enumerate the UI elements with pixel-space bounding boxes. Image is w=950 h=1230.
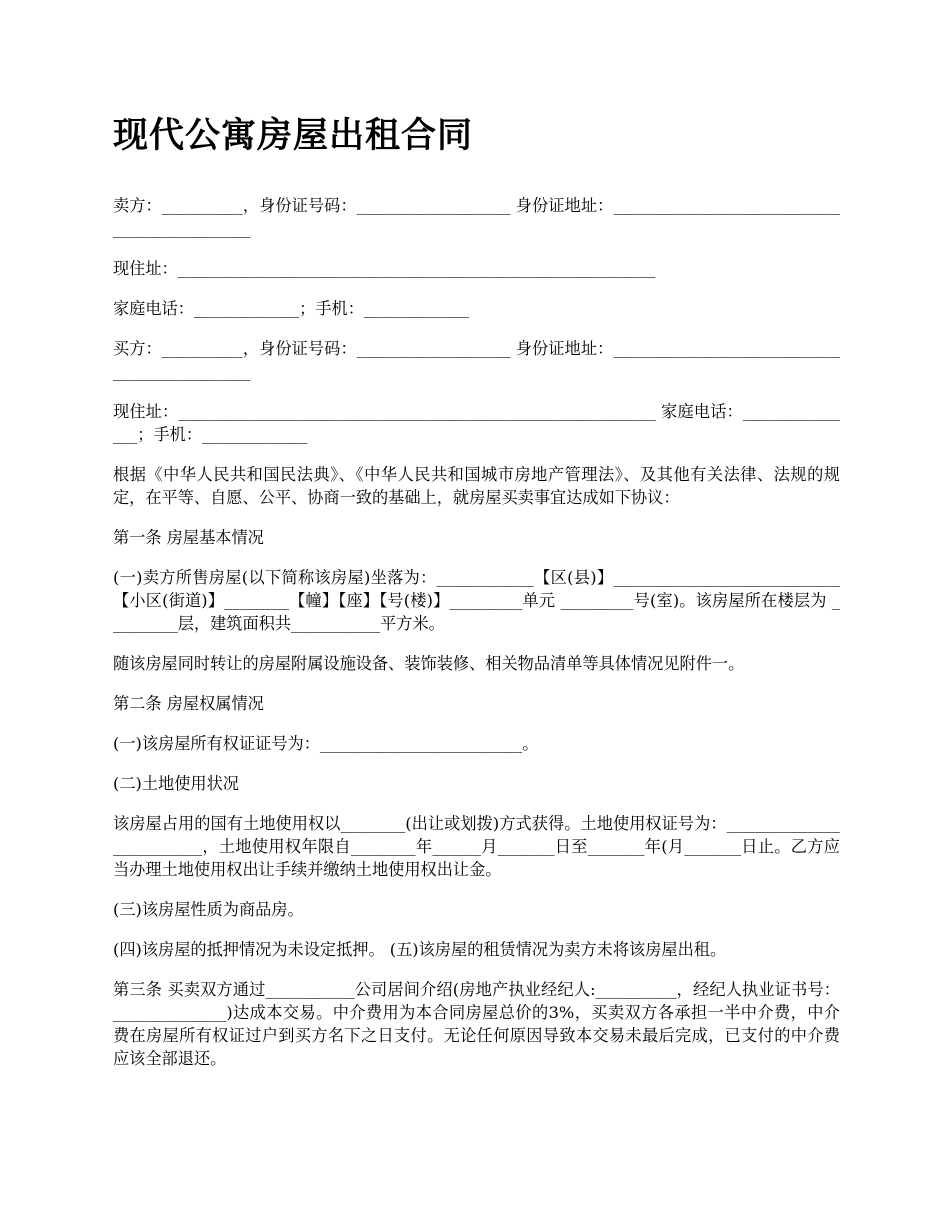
seller-phone-line: 家庭电话：_____________；手机：_____________ bbox=[113, 299, 470, 318]
seller-address-line: 现住址：___________________________________________________________ bbox=[113, 259, 656, 278]
mortgage-lease-paragraph: (四)该房屋的抵押情况为未设定抵押。 (五)该房屋的租赁情况为卖方未将该房屋出租。 bbox=[113, 940, 727, 959]
land-use-heading: (二)土地使用状况 bbox=[113, 774, 239, 793]
article-2-heading: 第二条 房屋权属情况 bbox=[113, 694, 264, 713]
article-1-heading: 第一条 房屋基本情况 bbox=[113, 528, 264, 547]
ownership-certificate-paragraph: (一)该房屋所有权证证号为：_________________________。 bbox=[113, 734, 539, 753]
seller-info-line: 卖方：__________，身份证号码：___________________ 身份证地址：_____________________________________________ bbox=[113, 196, 840, 238]
attachment-note-paragraph: 随该房屋同时转让的房屋附属设施设备、装饰装修、相关物品清单等具体情况见附件一。 bbox=[113, 654, 745, 673]
property-location-paragraph: (一)卖方所售房屋(以下简称该房屋)坐落为：____________【区(县)】____________________________【小区(街道)】________【幢】【座】【号(楼)】_________单元 _________号(室)。该房屋所在楼层为 _________层，建筑面积共___________平方米。 bbox=[113, 568, 840, 633]
property-nature-paragraph: (三)该房屋性质为商品房。 bbox=[113, 900, 304, 919]
contract-page bbox=[113, 108, 840, 1087]
buyer-info-line: 买方：__________，身份证号码：___________________ 身份证地址：_____________________________________________ bbox=[113, 339, 840, 381]
preamble-paragraph: 根据《中华人民共和国民法典》、《中华人民共和国城市房地产管理法》、及其他有关法律、法规的规定，在平等、自愿、公平、协商一致的基础上，就房屋买卖事宜达成如下协议： bbox=[113, 465, 840, 507]
article-3-paragraph: 第三条 买卖双方通过___________公司居间介绍(房地产执业经纪人:__________，经纪人执业证书号：______________)达成本交易。中介费用为本合同房屋总价的3%，买卖双方各承担一半中介费，中介费在房屋所有权证过户到买方名下之日支付。无论任何原因导致本交易未最后完成，已支付的中介费应该全部退还。 bbox=[113, 980, 840, 1068]
buyer-address-phone-line: 现住址：___________________________________________________________ 家庭电话：_______________；手机：_____________ bbox=[113, 402, 840, 444]
document-title: 现代公寓房屋出租合同 bbox=[113, 115, 474, 156]
land-use-paragraph: 该房屋占用的国有土地使用权以________(出让或划拨)方式获得。土地使用权证号为：_________________________，土地使用权年限自________年______月_______日至_______年(月_______日止。乙方应当办理土地使用权出让手续并缴纳土地使用权出让金。 bbox=[113, 814, 840, 879]
